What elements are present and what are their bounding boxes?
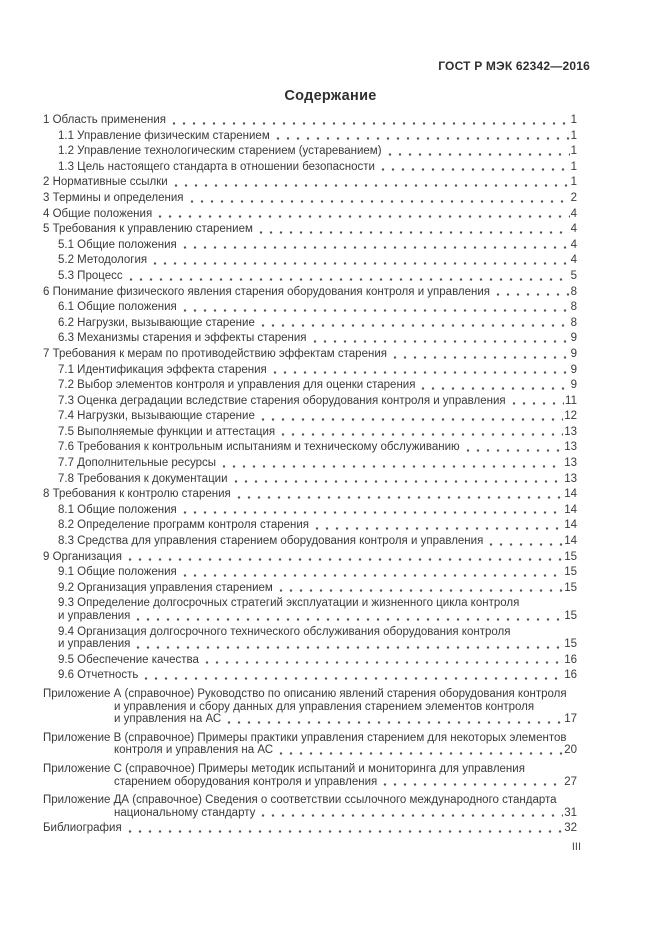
dot-leader [276,743,563,759]
toc-entry-text: Приложение В (справочное) Примеры практики управления старением для некоторых элементов [43,731,567,744]
toc-row [43,425,577,441]
toc-row [43,378,577,394]
dot-leader [258,316,570,332]
toc-entry-text: 9.5 Обеспечение качества [58,653,199,666]
dot-leader [126,269,570,285]
dot-leader [258,806,563,822]
toc-row [43,712,577,728]
toc-entry-text: 6.1 Общие положения [58,301,177,314]
toc-list [43,113,577,837]
toc-entry-text: и управления и сбору данных для управления старением элементов контроля [114,700,535,713]
dot-leader [150,253,569,269]
toc-entry-text: 7.3 Оценка деградации вследствие старения оборудования контроля и управления [58,394,506,407]
dot-leader [180,565,563,581]
toc-page-number: 4 [570,207,577,220]
toc-entry-text: 7.5 Выполняемые функции и аттестация [58,425,276,438]
toc-page-number: 9 [570,363,577,376]
dot-leader [493,285,570,301]
toc-row [43,550,577,566]
toc-row [43,472,577,488]
toc-page-number: 15 [564,566,577,579]
toc-entry-text: и управления [58,610,131,622]
toc-row [43,534,577,550]
toc-page-number: 14 [564,535,577,548]
toc-row [43,144,577,160]
dot-leader [312,518,563,534]
toc-row [43,363,577,379]
toc-row [43,113,577,129]
toc-row [43,191,577,207]
toc-row [43,160,577,176]
dot-leader [418,378,569,394]
toc-entry-text: 7.7 Дополнительные ресурсы [58,457,216,470]
toc-entry-text: национальному стандарту [114,806,256,819]
toc-title: Содержание [284,88,377,104]
toc-entry-text: Приложение С (справочное) Примеры методик испытаний и мониторинга для управления [43,762,525,775]
toc-page-number: 1 [570,114,577,126]
dot-leader [463,440,564,456]
dot-leader [231,472,564,488]
toc-entry-text: 7.2 Выбор элементов контроля и управления для оценки старения [58,379,416,392]
toc-row [43,238,577,254]
dot-leader [385,144,570,160]
toc-row [43,581,577,597]
dot-leader [219,456,563,472]
toc-entry-text: 6 Понимание физического явления старения оборудования контроля и управления [43,285,491,298]
toc-entry-text: 5 Требования к управлению старением [43,223,253,236]
toc-page-number: 4 [570,223,577,236]
toc-row [43,129,577,145]
toc-entry-text: старением оборудования контроля и управления [114,775,378,788]
toc-row [43,269,577,285]
toc-page-number: 9 [570,347,577,360]
toc-row [43,175,577,191]
toc-page-number: 11 [565,394,577,407]
toc-page-number: 14 [564,488,577,501]
toc-page-number: 4 [570,238,577,251]
toc-page-number: 1 [570,176,577,189]
toc-page-number: 2 [570,191,577,204]
toc-entry-text: 9.6 Отчетность [58,669,139,682]
toc-entry-text: и управления [58,638,131,651]
toc-row [43,331,577,347]
toc-entry-text: 1 Область применения [43,114,167,126]
toc-row [43,316,577,332]
toc-page-number: 15 [564,550,577,563]
toc-page-number: 8 [570,301,577,314]
dot-leader [125,550,563,566]
dot-leader [486,534,563,550]
toc-row [43,409,577,425]
toc-row [43,300,577,316]
toc-entry-text: 9.2 Организация управления старением [58,581,273,594]
toc-entry-text: 6.2 Нагрузки, вызывающие старение [58,316,255,329]
dot-leader [270,363,570,379]
toc-page-number: 8 [570,285,577,298]
toc-entry-text: 8.2 Определение программ контроля старения [58,519,310,532]
toc-entry-text: 9 Организация [43,550,122,563]
toc-entry-text: контроля и управления на АС [114,744,274,757]
toc-entry-text: 1.3 Цель настоящего стандарта в отношении безопасности [58,160,375,173]
dot-leader [171,175,570,191]
toc-page-number: 1 [570,129,577,142]
toc-row [43,456,577,472]
toc-page-number: 1 [570,145,577,158]
toc-page-number: 5 [570,269,577,282]
toc-entry-text: 3 Термины и определения [43,191,184,204]
toc-page-number: 15 [564,581,577,594]
toc-row [43,207,577,223]
dot-leader [187,191,570,207]
toc-entry-text: 7.4 Нагрузки, вызывающие старение [58,410,255,423]
toc-entry-text: 5.1 Общие положения [58,238,177,251]
toc-page-number: 15 [564,638,577,651]
toc-page-number: 32 [564,822,577,835]
toc-row [43,668,577,684]
dot-leader [180,503,563,519]
toc-page-number: 15 [564,610,577,622]
toc-entry-text: 7.6 Требования к контрольным испытаниям и техническому обслуживанию [58,441,460,454]
toc-row [43,743,577,759]
toc-page-number: 4 [570,254,577,267]
toc-entry-text: 6.3 Механизмы старения и эффекты старения [58,332,307,345]
toc-page-number: 17 [564,713,577,726]
toc-page-number: 27 [564,775,577,788]
dot-leader [141,668,563,684]
toc-row [43,394,577,410]
toc-entry-text: 7.8 Требования к документации [58,472,228,485]
dot-leader [169,113,570,129]
dot-leader [390,347,570,363]
toc-entry-text: 9.4 Организация долгосрочного технического обслуживания оборудования контроля [58,625,511,638]
toc-row [43,565,577,581]
dot-leader [310,331,570,347]
dot-leader [256,222,570,238]
dot-leader [509,394,564,410]
dot-leader [155,207,569,223]
toc-entry-text: 4 Общие положения [43,207,153,220]
toc-page-number: 16 [564,653,577,666]
dot-leader [276,581,563,597]
toc-row [43,440,577,456]
toc-page-number: 13 [564,457,577,470]
dot-leader [258,409,563,425]
toc-entry-text: 5.2 Методология [58,254,148,267]
toc-row [43,347,577,363]
toc-row [43,609,577,625]
toc-entry-text: 1.2 Управление технологическим старением (устареванием) [58,145,382,158]
dot-leader [202,653,563,669]
toc-page-number: 13 [564,425,577,438]
toc-row [43,806,577,822]
dot-leader [278,425,563,441]
dot-leader [234,487,563,503]
toc-row [43,653,577,669]
toc-row [43,285,577,301]
toc-entry-text: 9.1 Общие положения [58,566,177,579]
toc-entry-text: 7 Требования к мерам по противодействию эффектам старения [43,347,387,360]
toc-row [43,253,577,269]
dot-leader [380,775,563,791]
toc-row [43,775,577,791]
toc-page-number: 13 [564,441,577,454]
toc-entry-text: и управления на АС [114,713,222,726]
toc-page-number: 13 [564,472,577,485]
toc-entry-text: 8.1 Общие положения [58,503,177,516]
toc-row [43,503,577,519]
toc-row [43,487,577,503]
toc-entry-text: Приложение ДА (справочное) Сведения о соответствии ссылочного международного стандарта [43,794,557,807]
toc-page-number: 1 [570,160,577,173]
toc-page-number: 16 [564,669,577,682]
toc-page-number: 9 [570,379,577,392]
toc-row [43,518,577,534]
toc-row [43,222,577,238]
toc-entry-text: Приложение А (справочное) Руководство по описанию явлений старения оборудования контроля [43,687,567,700]
dot-leader [378,160,570,176]
toc-entry-text: 5.3 Процесс [58,269,123,282]
toc-entry-text: 8 Требования к контролю старения [43,488,231,501]
toc-entry-text: 7.1 Идентификация эффекта старения [58,363,267,376]
toc-page-number: 14 [564,503,577,516]
toc-page-number: 9 [570,332,577,345]
toc-row [43,821,577,837]
dot-leader [133,637,563,653]
toc-page-number: 8 [570,316,577,329]
toc-page-number: 31 [564,806,577,819]
toc-entry-text: 2 Нормативные ссылки [43,176,168,189]
toc-entry-text: 9.3 Определение долгосрочных стратегий эксплуатации и жизненного цикла контроля [58,597,520,610]
dot-leader [133,609,563,625]
document-designation: ГОСТ Р МЭК 62342—2016 [438,59,590,73]
dot-leader [180,238,570,254]
toc-page-number: 14 [564,519,577,532]
toc-entry-text: Библиография [43,822,122,835]
page-number-folio: III [571,840,581,853]
dot-leader [273,129,570,145]
toc-page-number: 12 [564,410,577,423]
toc-row [43,637,577,653]
dot-leader [224,712,563,728]
dot-leader [125,821,564,837]
toc-entry-text: 1.1 Управление физическим старением [58,129,270,142]
toc-entry-text: 8.3 Средства для управления старением оборудования контроля и управления [58,535,484,548]
toc-page-number: 20 [564,744,577,757]
dot-leader [180,300,570,316]
